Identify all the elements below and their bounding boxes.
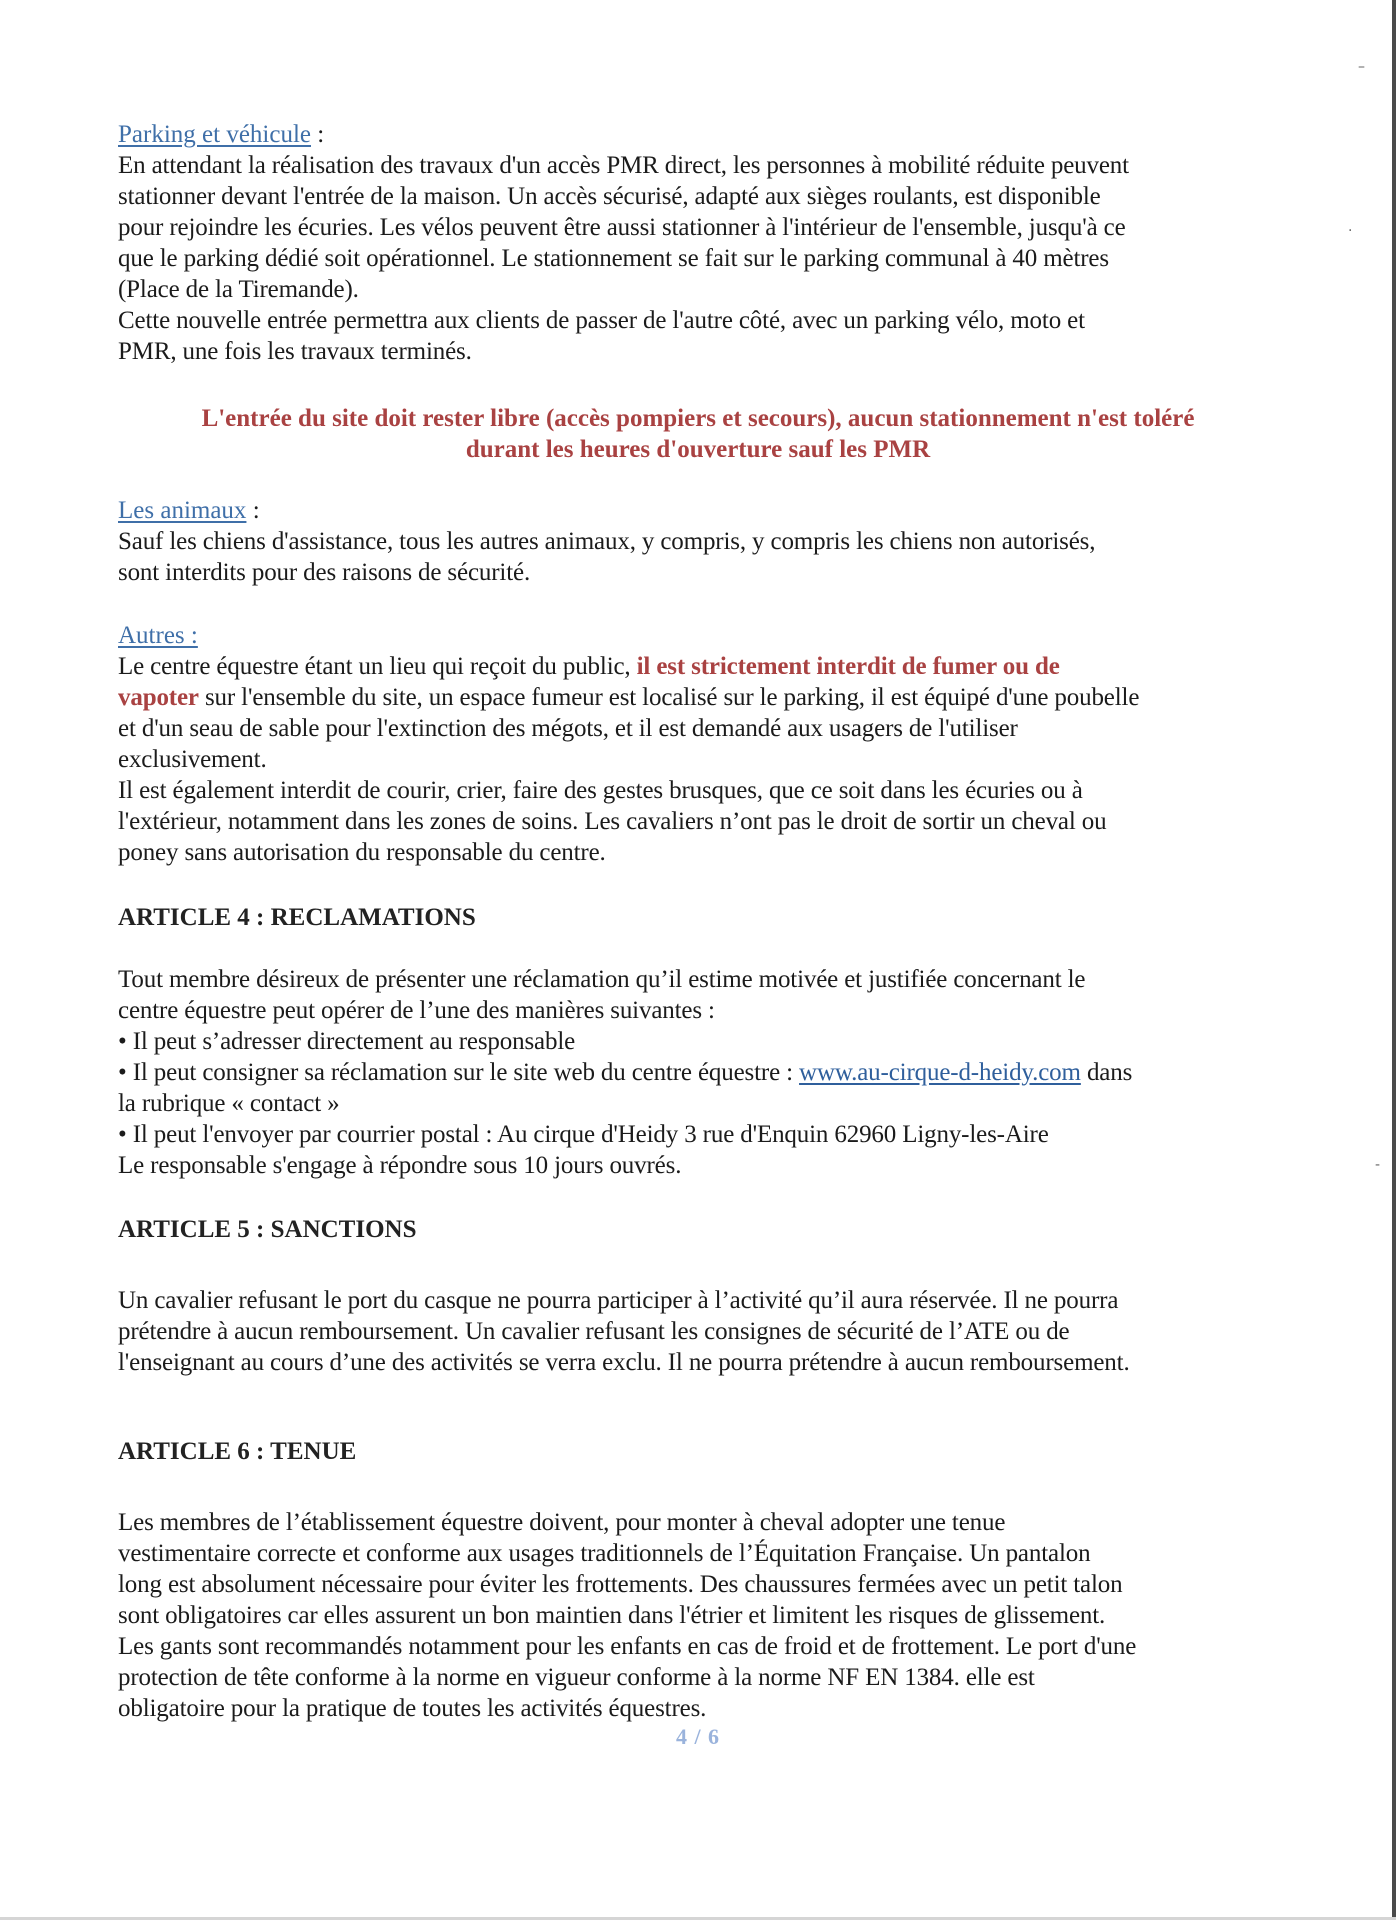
- paragraph-line: centre équestre peut opérer de l’une des manières suivantes :: [118, 997, 715, 1024]
- paragraph-line: • Il peut s’adresser directement au responsable: [118, 1028, 576, 1055]
- paragraph-line: poney sans autorisation du responsable du centre.: [118, 839, 606, 866]
- parking-heading-suffix: :: [311, 121, 325, 148]
- web-complaint-text: • Il peut consigner sa réclamation sur le site web du centre équestre :: [118, 1059, 800, 1086]
- paragraph-line: Sauf les chiens d'assistance, tous les autres animaux, y compris, y compris les chiens non autorisés,: [118, 528, 1096, 555]
- parking-heading-line: [118, 119, 1278, 150]
- web-complaint-suffix: dans: [1080, 1059, 1133, 1086]
- smoking-prohibition: il est strictement interdit de fumer ou de: [636, 653, 1060, 680]
- others-heading: Autres :: [118, 622, 198, 649]
- paragraph-line: (Place de la Tiremande).: [118, 276, 359, 303]
- notice-line: durant les heures d'ouverture sauf les PMR: [465, 436, 931, 463]
- article-6-heading: ARTICLE 6 : TENUE: [118, 1438, 357, 1465]
- article-4-heading: ARTICLE 4 : RECLAMATIONS: [118, 904, 476, 931]
- article-4-section: [118, 902, 1278, 1181]
- paragraph-line: vestimentaire correcte et conforme aux usages traditionnels de l’Équitation Française. Un pantalon: [118, 1540, 1091, 1567]
- article-5-section: [118, 1214, 1278, 1378]
- animals-section: [118, 495, 1278, 588]
- vaping-rule-text: sur l'ensemble du site, un espace fumeur est localisé sur le parking, il est équipé d'une poubelle: [198, 684, 1140, 711]
- animals-heading: Les animaux: [118, 497, 247, 524]
- scan-mark: -: [1375, 1157, 1381, 1173]
- paragraph-line: protection de tête conforme à la norme en vigueur conforme à la norme NF EN 1384. elle est: [118, 1664, 1035, 1691]
- parking-notice: [118, 403, 1278, 465]
- spacer: [118, 1467, 1278, 1507]
- paragraph-line: sont obligatoires car elles assurent un bon maintien dans l'étrier et limitent les risques de glissement.: [118, 1602, 1106, 1629]
- web-complaint-line: [118, 1057, 1278, 1088]
- paragraph-line: obligatoire pour la pratique de toutes les activités équestres.: [118, 1695, 707, 1722]
- scan-mark: ·: [1348, 223, 1353, 239]
- paragraph-line: sont interdits pour des raisons de sécurité.: [118, 559, 531, 586]
- scan-mark: –: [1358, 59, 1365, 75]
- paragraph-line: Il est également interdit de courir, crier, faire des gestes brusques, que ce soit dans les écuries ou à: [118, 777, 1083, 804]
- vaping-rule-line: [118, 682, 1278, 713]
- paragraph-line: l'enseignant au cours d’une des activités se verra exclu. Il ne pourra prétendre à aucun remboursement.: [118, 1349, 1130, 1376]
- paragraph-line: Cette nouvelle entrée permettra aux clients de passer de l'autre côté, avec un parking vélo, moto et: [118, 307, 1085, 334]
- animals-heading-suffix: :: [246, 497, 260, 524]
- animals-heading-line: [118, 495, 1278, 526]
- page-number: 4 / 6: [675, 1724, 721, 1749]
- paragraph-line: l'extérieur, notamment dans les zones de soins. Les cavaliers n’ont pas le droit de sortir un cheval ou: [118, 808, 1107, 835]
- smoking-rule-text: Le centre équestre étant un lieu qui reçoit du public,: [118, 653, 637, 680]
- paragraph-line: pour rejoindre les écuries. Les vélos peuvent être aussi stationner à l'intérieur de l'ensemble, jusqu'à ce: [118, 214, 1126, 241]
- article-6-section: [118, 1436, 1278, 1724]
- others-section: [118, 620, 1278, 868]
- smoking-rule-line: [118, 651, 1278, 682]
- paragraph-line: PMR, une fois les travaux terminés.: [118, 338, 472, 365]
- paragraph-line: et d'un seau de sable pour l'extinction des mégots, et il est demandé aux usagers de l'utiliser: [118, 715, 1018, 742]
- website-link[interactable]: www.au-cirque-d-heidy.com: [799, 1059, 1081, 1086]
- spacer: [118, 1245, 1278, 1285]
- paragraph-line: • Il peut l'envoyer par courrier postal : Au cirque d'Heidy 3 rue d'Enquin 62960 Ligny-les-Aire: [118, 1121, 1049, 1148]
- others-heading-line: [118, 620, 1278, 651]
- paragraph-line: Les membres de l’établissement équestre doivent, pour monter à cheval adopter une tenue: [118, 1509, 1006, 1536]
- parking-section: [118, 119, 1278, 367]
- spacer: [118, 933, 1278, 964]
- paragraph-line: long est absolument nécessaire pour éviter les frottements. Des chaussures fermées avec un petit talon: [118, 1571, 1123, 1598]
- notice-line: L'entrée du site doit rester libre (accès pompiers et secours), aucun stationnement n'est toléré: [201, 405, 1195, 432]
- paragraph-line: que le parking dédié soit opérationnel. Le stationnement se fait sur le parking communal à 40 mètres: [118, 245, 1109, 272]
- paragraph-line: exclusivement.: [118, 746, 267, 773]
- paragraph-line: En attendant la réalisation des travaux d'un accès PMR direct, les personnes à mobilité réduite peuvent: [118, 152, 1129, 179]
- paragraph-line: Un cavalier refusant le port du casque ne pourra participer à l’activité qu’il aura réservée. Il ne pourra: [118, 1287, 1119, 1314]
- paragraph-line: Les gants sont recommandés notamment pour les enfants en cas de froid et de frottement. Le port d'une: [118, 1633, 1137, 1660]
- paragraph-line: la rubrique « contact »: [118, 1090, 340, 1117]
- paragraph-line: stationner devant l'entrée de la maison. Un accès sécurisé, adapté aux sièges roulants, est disponible: [118, 183, 1101, 210]
- vaping-prohibition: vapoter: [118, 684, 199, 711]
- parking-heading: Parking et véhicule: [118, 121, 311, 148]
- article-5-heading: ARTICLE 5 : SANCTIONS: [118, 1216, 417, 1243]
- paragraph-line: prétendre à aucun remboursement. Un cavalier refusant les consignes de sécurité de l’ATE ou de: [118, 1318, 1070, 1345]
- paragraph-line: Le responsable s'engage à répondre sous 10 jours ouvrés.: [118, 1152, 682, 1179]
- paragraph-line: Tout membre désireux de présenter une réclamation qu’il estime motivée et justifiée concernant le: [118, 966, 1086, 993]
